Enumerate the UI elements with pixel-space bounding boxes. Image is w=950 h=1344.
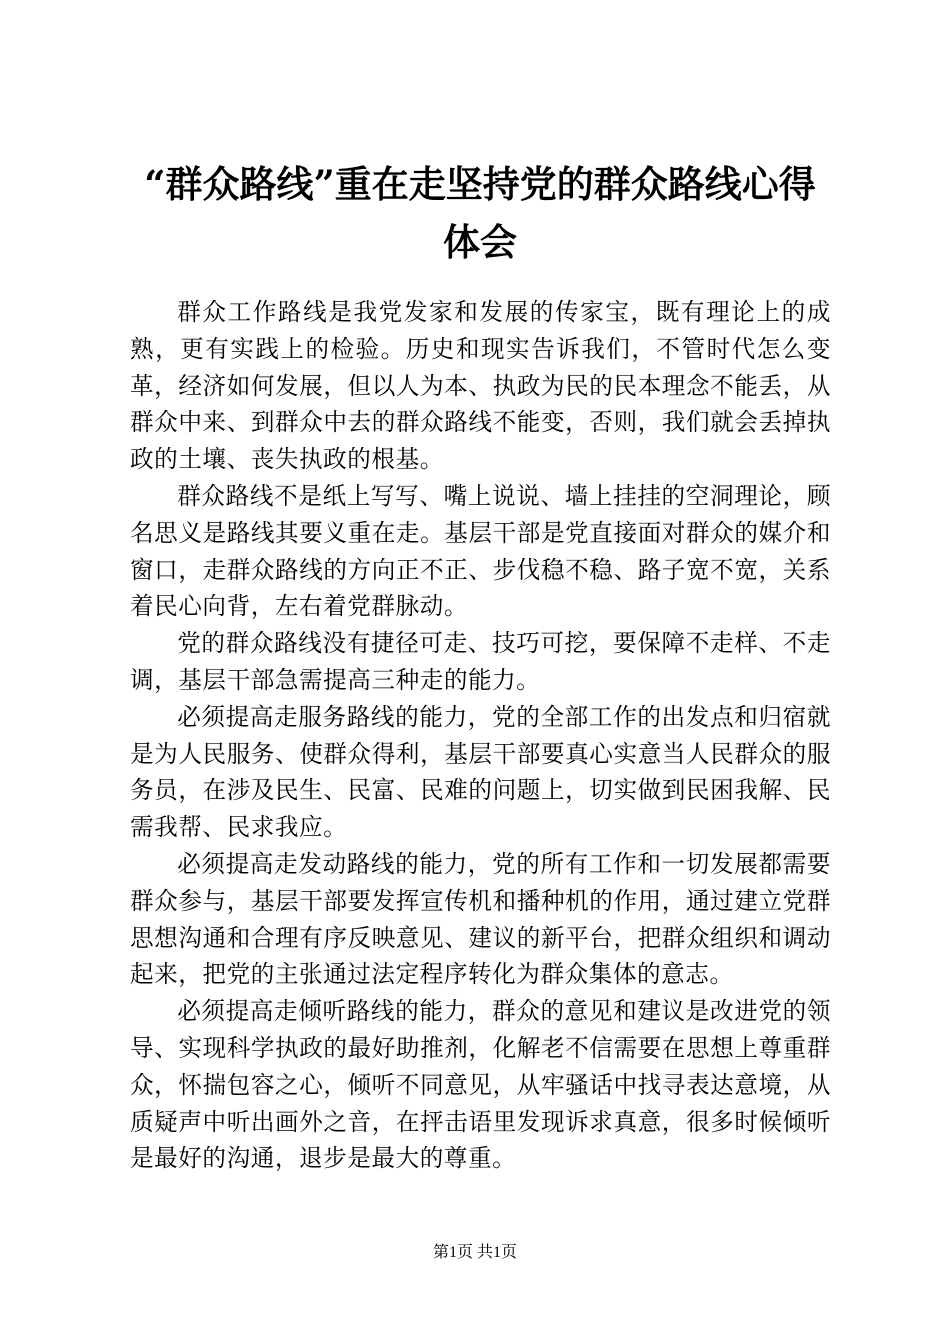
paragraph: 必须提高走服务路线的能力，党的全部工作的出发点和归宿就是为人民服务、使群众得利，基层干部要真心实意当人民群众的服务员，在涉及民生、民富、民难的问题上，切实做到民困我解、民需我帮、民求我应。 bbox=[130, 702, 831, 842]
document-body bbox=[130, 294, 831, 1177]
paragraph: 必须提高走发动路线的能力，党的所有工作和一切发展都需要群众参与，基层干部要发挥宣传机和播种机的作用，通过建立党群思想沟通和合理有序反映意见、建议的新平台，把群众组织和调动起来，把党的主张通过法定程序转化为群众集体的意志。 bbox=[130, 849, 831, 989]
paragraph: 必须提高走倾听路线的能力，群众的意见和建议是改进党的领导、实现科学执政的最好助推剂，化解老不信需要在思想上尊重群众，怀揣包容之心，倾听不同意见，从牢骚话中找寻表达意境，从质疑声中听出画外之音，在抨击语里发现诉求真意，很多时候倾听是最好的沟通，退步是最大的尊重。 bbox=[130, 997, 831, 1173]
paragraph: 党的群众路线没有捷径可走、技巧可挖，要保障不走样、不走调，基层干部急需提高三种走的能力。 bbox=[130, 629, 831, 694]
paragraph: 群众工作路线是我党发家和发展的传家宝，既有理论上的成熟，更有实践上的检验。历史和现实告诉我们，不管时代怎么变革，经济如何发展，但以人为本、执政为民的民本理念不能丢，从群众中来、到群众中去的群众路线不能变，否则，我们就会丢掉执政的土壤、丧失执政的根基。 bbox=[130, 298, 831, 474]
paragraph: 群众路线不是纸上写写、嘴上说说、墙上挂挂的空洞理论，顾名思义是路线其要义重在走。基层干部是党直接面对群众的媒介和窗口，走群众路线的方向正不正、步伐稳不稳、路子宽不宽，关系着民心向背，左右着党群脉动。 bbox=[130, 481, 831, 621]
document-title: “群众路线”重在走坚持党的群众路线心得体会 bbox=[144, 162, 816, 264]
page-footer: 第1页 共1页 bbox=[432, 1244, 517, 1261]
